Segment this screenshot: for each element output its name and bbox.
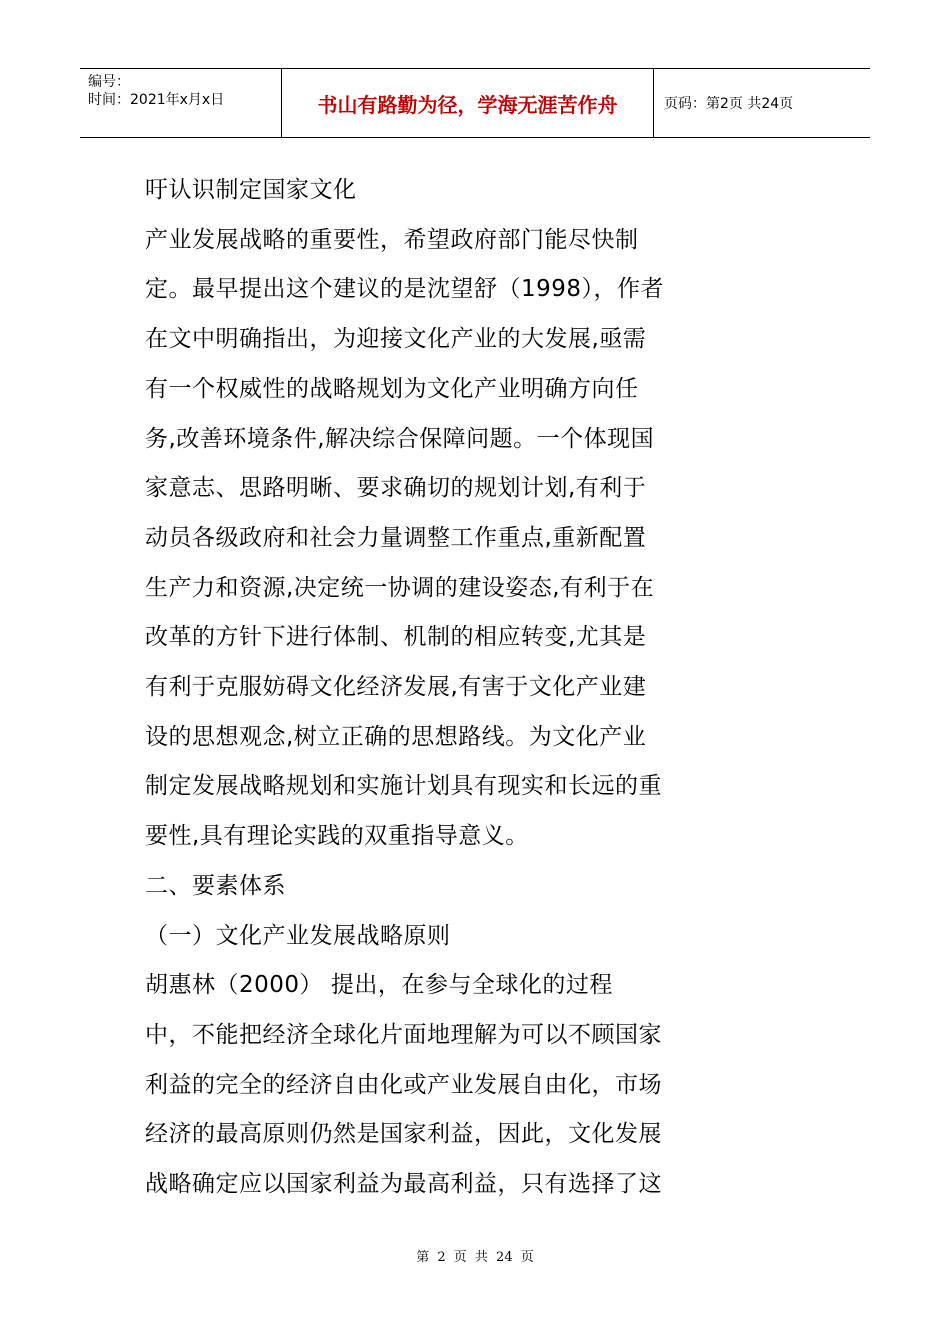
body-line: 有一个权威性的战略规划为文化产业明确方向任 (145, 375, 639, 402)
body-line: 生产力和资源,决定统一协调的建设姿态,有利于在 (145, 574, 655, 601)
body-line: 改革的方针下进行体制、机制的相应转变,尤其是 (145, 624, 647, 651)
body-line: 设的思想观念,树立正确的思想路线。为文化产业 (145, 723, 647, 750)
page-header (80, 68, 870, 138)
body-line: 利益的完全的经济自由化或产业发展自由化，市场 (145, 1071, 662, 1098)
body-line: 战略确定应以国家利益为最高利益，只有选择了这 (145, 1171, 662, 1198)
body-line: （一）文化产业发展战略原则 (145, 922, 451, 949)
header-meta (80, 69, 282, 137)
body-line: 有利于克服妨碍文化经济发展,有害于文化产业建 (145, 674, 647, 701)
body-line: 动员各级政府和社会力量调整工作重点,重新配置 (145, 524, 647, 551)
body-line: 产业发展战略的重要性，希望政府部门能尽快制 (145, 226, 639, 253)
body-line: 胡惠林（2000） 提出，在参与全球化的过程 (145, 972, 613, 999)
body-line: 在文中明确指出，为迎接文化产业的大发展,亟需 (145, 326, 647, 353)
body-line: 二、要素体系 (145, 872, 286, 899)
body-line: 家意志、思路明晰、要求确切的规划计划,有利于 (145, 475, 647, 502)
body-line: 中，不能把经济全球化片面地理解为可以不顾国家 (145, 1021, 662, 1048)
body-line: 经济的最高原则仍然是国家利益，因此，文化发展 (145, 1121, 662, 1148)
body-line: 制定发展战略规划和实施计划具有现实和长远的重 (145, 773, 662, 800)
body-line: 定。最早提出这个建议的是沈望舒（1998），作者 (145, 276, 665, 303)
body-line: 吁认识制定国家文化 (145, 177, 357, 203)
page-footer: 第 2 页 共 24 页 (416, 1250, 534, 1265)
header-motto: 书山有路勤为径，学海无涯苦作舟 (282, 69, 654, 137)
body-line: 要性,具有理论实践的双重指导意义。 (145, 823, 529, 850)
document-body (145, 166, 725, 1210)
document-number-label: 编号： (88, 74, 130, 90)
body-line: 务,改善环境条件,解决综合保障问题。一个体现国 (145, 425, 655, 452)
document-date: 时间：2021年x月x日 (88, 92, 225, 108)
header-page-info: 页码：第2页 共24页 (664, 96, 794, 112)
